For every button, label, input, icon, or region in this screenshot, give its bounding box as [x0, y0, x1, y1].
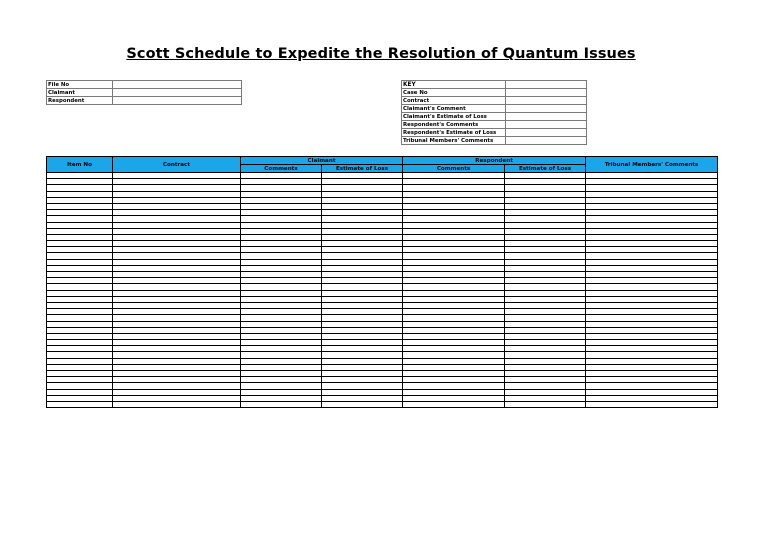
info-row: [47, 89, 242, 97]
key-label: Claimant's Estimate of Loss: [402, 113, 506, 121]
key-header-row: [402, 81, 587, 89]
key-label: Claimant's Comment: [402, 105, 506, 113]
key-value-cell[interactable]: [506, 105, 587, 113]
page-title: Scott Schedule to Expedite the Resolution of Quantum Issues: [126, 46, 636, 62]
key-table: [401, 80, 587, 145]
key-row: [402, 121, 587, 129]
info-row: [47, 97, 242, 105]
key-value-cell[interactable]: [506, 89, 587, 97]
schedule-header-row-1: [47, 157, 718, 165]
item-no-cell[interactable]: [47, 401, 113, 407]
key-header: KEY: [402, 81, 506, 89]
contract-cell[interactable]: [113, 401, 241, 407]
key-row: [402, 137, 587, 145]
claimant-comments-cell[interactable]: [241, 401, 322, 407]
table-row: [47, 401, 718, 407]
info-label: File No: [47, 81, 113, 89]
info-label: Claimant: [47, 89, 113, 97]
respondent-comments-cell[interactable]: [403, 401, 505, 407]
key-value-cell[interactable]: [506, 113, 587, 121]
col-header-claimant: Claimant: [241, 157, 403, 165]
key-row: [402, 97, 587, 105]
info-value-cell[interactable]: [113, 97, 242, 105]
scott-schedule-table: [46, 156, 718, 408]
info-value-cell[interactable]: [113, 89, 242, 97]
key-row: [402, 89, 587, 97]
respondent-estimate-cell[interactable]: [505, 401, 586, 407]
key-value-cell[interactable]: [506, 97, 587, 105]
key-label: Respondent's Comments: [402, 121, 506, 129]
key-row: [402, 113, 587, 121]
info-row: [47, 81, 242, 89]
key-header-blank: [506, 81, 587, 89]
col-header-respondent-comments: Comments: [403, 165, 505, 173]
col-header-item-no: Item No: [47, 157, 113, 173]
key-value-cell[interactable]: [506, 137, 587, 145]
key-label: Tribunal Members' Comments: [402, 137, 506, 145]
claimant-estimate-cell[interactable]: [322, 401, 403, 407]
key-value-cell[interactable]: [506, 121, 587, 129]
col-header-respondent-estimate: Estimate of Loss: [505, 165, 586, 173]
key-value-cell[interactable]: [506, 129, 587, 137]
key-label: Contract: [402, 97, 506, 105]
col-header-tribunal-comments: Tribunal Members' Comments: [586, 157, 718, 173]
case-info-table: [46, 80, 242, 105]
key-label: Case No: [402, 89, 506, 97]
key-row: [402, 129, 587, 137]
info-value-cell[interactable]: [113, 81, 242, 89]
col-header-respondent: Respondent: [403, 157, 586, 165]
key-row: [402, 105, 587, 113]
tribunal-comments-cell[interactable]: [586, 401, 718, 407]
key-label: Respondent's Estimate of Loss: [402, 129, 506, 137]
col-header-claimant-estimate: Estimate of Loss: [322, 165, 403, 173]
info-label: Respondent: [47, 97, 113, 105]
col-header-claimant-comments: Comments: [241, 165, 322, 173]
col-header-contract: Contract: [113, 157, 241, 173]
